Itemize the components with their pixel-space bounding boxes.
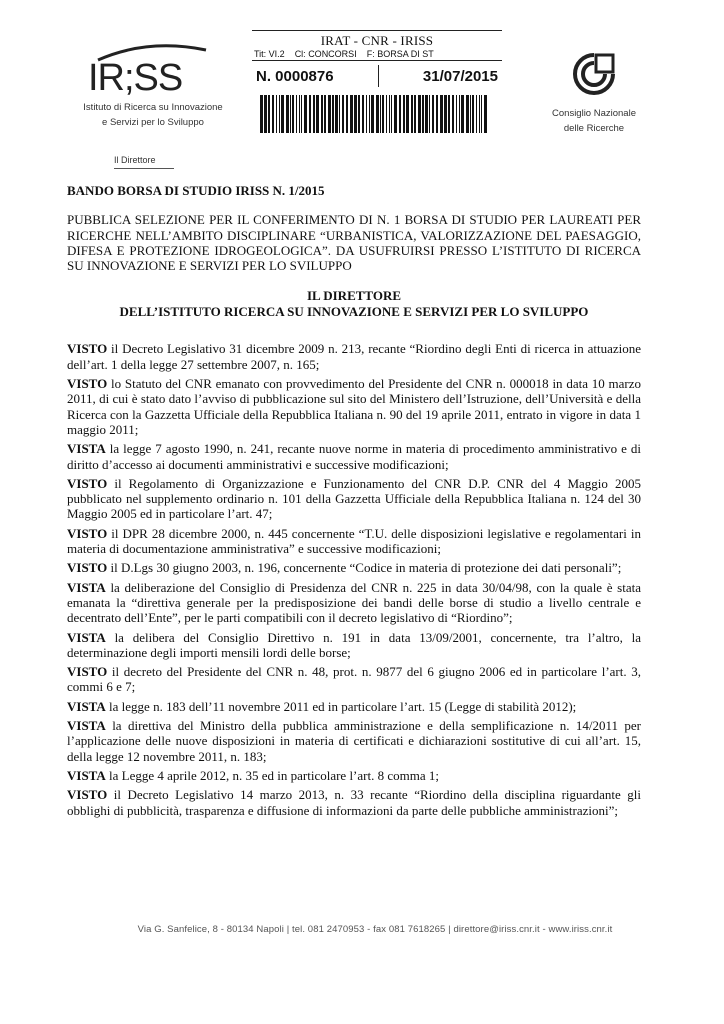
visto-lead: VISTO xyxy=(67,525,108,541)
barcode-bar xyxy=(354,95,357,133)
visto-text: la legge n. 183 dell’11 novembre 2011 ed in particolare l’art. 15 (Legge di stabilità 2012); xyxy=(105,698,577,714)
visto-paragraph xyxy=(67,526,641,557)
barcode-bar xyxy=(406,95,409,133)
visto-lead: VISTO xyxy=(67,664,108,680)
barcode-bar xyxy=(366,95,367,133)
barcode-bar xyxy=(328,95,331,133)
visto-text: la legge 7 agosto 1990, n. 241, recante nuove norme in materia di procedimento amministrativo e di diritto d’accesso ai documenti amministrativi e successive modificazioni; xyxy=(67,441,641,472)
director-rule xyxy=(114,168,174,169)
stamp-title: IRAT - CNR - IRISS xyxy=(252,30,502,49)
stamp-class-cl: Cl: CONCORSI xyxy=(294,49,357,59)
barcode-bar xyxy=(286,95,289,133)
barcode-bar xyxy=(470,95,471,133)
visto-list xyxy=(67,341,641,817)
visto-paragraph xyxy=(67,560,641,575)
footer-contact: Via G. Sanfelice, 8 - 80134 Napoli | tel. 081 2470953 - fax 081 7618265 | direttore@iriss.cnr.it - www.iriss.cnr.it xyxy=(137,924,613,935)
visto-lead: VISTA xyxy=(67,718,106,734)
visto-paragraph xyxy=(67,699,641,714)
barcode-bar xyxy=(476,95,477,133)
visto-paragraph xyxy=(67,476,641,522)
visto-text: il Decreto Legislativo 31 dicembre 2009 n. 213, recante “Riordino degli Enti di ricerca in attuazione dell’art. 1 della legge 27 settembre 2007, n. 165; xyxy=(67,341,641,372)
barcode-bar xyxy=(260,95,263,133)
visto-lead: VISTO xyxy=(67,787,108,803)
visto-paragraph xyxy=(67,664,641,695)
barcode-bar xyxy=(422,95,424,133)
visto-lead: VISTA xyxy=(67,579,106,595)
visto-paragraph xyxy=(67,376,641,437)
visto-text: la deliberazione del Consiglio di Presidenza del CNR n. 225 in data 30/04/98, con la quale è stata emanata la “direttiva generale per la predisposizione dei bandi delle borse di studio a livello centrale e decentrato dell’Ente”, per le parti compatibili con il decreto legislativo di “Riordino”; xyxy=(67,579,641,626)
document-body xyxy=(67,183,641,822)
barcode-bar xyxy=(380,95,381,133)
cnr-tagline-line1: Consiglio Nazionale xyxy=(552,108,636,119)
barcode-bar xyxy=(350,95,353,133)
barcode-bar xyxy=(369,95,370,133)
barcode-bar xyxy=(386,95,387,133)
visto-lead: VISTA xyxy=(67,698,106,714)
barcode-bar xyxy=(481,95,482,133)
barcode-bar xyxy=(399,95,401,133)
barcode-bar xyxy=(461,95,464,133)
barcode-bar xyxy=(276,95,277,133)
iriss-tagline-line1: Istituto di Ricerca su Innovazione xyxy=(83,102,223,113)
visto-lead: VISTA xyxy=(67,629,106,645)
visto-text: il Regolamento di Organizzazione e Funzionamento del CNR D.P. CNR del 4 Maggio 2005 pubblicato nel supplemento ordinario n. 101 della Gazzetta Ufficiale della Repubblica Italiana n. 124 del 30 Maggio 2005 ed in particolare l’art. 47; xyxy=(67,475,641,522)
iriss-logo-block xyxy=(58,40,248,130)
stamp-classification xyxy=(252,49,502,61)
cnr-logo-icon xyxy=(572,52,616,96)
visto-text: lo Statuto del CNR emanato con provvedimento del Presidente del CNR n. 000018 in data 10 marzo 2011, di cui è stato dato l’avviso di pubblicazione sul sito del Ministero dell’Istruzione, dell’Università e della Ricerca con la Gazzetta Ufficiale della Repubblica Italiana n. 90 del 19 aprile 2011, entrato in vigore in data 1 maggio 2011; xyxy=(67,376,641,437)
visto-paragraph xyxy=(67,441,641,472)
barcode-bar xyxy=(382,95,384,133)
heading-line2: DELL’ISTITUTO RICERCA SU INNOVAZIONE E SERVIZI PER LO SVILUPPO xyxy=(119,304,589,320)
barcode-bar xyxy=(389,95,390,133)
visto-text: il decreto del Presidente del CNR n. 48, prot. n. 9877 del 6 giugno 2006 ed in particolare l’art. 3, commi 6 e 7; xyxy=(67,664,641,695)
barcode-bar xyxy=(362,95,364,133)
director-heading xyxy=(67,288,641,320)
visto-paragraph xyxy=(67,718,641,764)
stamp-class-f: F: BORSA DI ST xyxy=(366,49,434,59)
cnr-tagline-line2: delle Ricerche xyxy=(563,123,625,134)
iriss-logo xyxy=(78,40,218,96)
visto-lead: VISTO xyxy=(67,376,108,392)
visto-paragraph xyxy=(67,580,641,626)
visto-text: il DPR 28 dicembre 2000, n. 445 concernente “T.U. delle disposizioni legislative e regolamentari in materia di documentazione amministrativa” e successive modificazioni; xyxy=(67,525,641,557)
barcode-bar xyxy=(394,95,397,133)
barcode-bar xyxy=(452,95,454,133)
iriss-tagline xyxy=(58,100,248,130)
visto-paragraph xyxy=(67,630,641,661)
barcode-bar xyxy=(332,95,334,133)
barcode-bar xyxy=(335,95,338,133)
barcode-bar xyxy=(418,95,421,133)
iriss-tagline-line2: e Servizi per lo Sviluppo xyxy=(102,117,204,128)
visto-lead: VISTO xyxy=(67,475,108,491)
stamp-number-row xyxy=(252,65,502,87)
visto-lead: VISTO xyxy=(67,560,108,576)
barcode-bar xyxy=(339,95,340,133)
heading-line1: IL DIRETTORE xyxy=(306,288,402,304)
visto-lead: VISTO xyxy=(67,341,108,357)
visto-paragraph xyxy=(67,341,641,372)
visto-text: il Decreto Legislativo 14 marzo 2013, n. 33 recante “Riordino della disciplina riguardante gli obblighi di pubblicità, trasparenza e diffusione di informazioni da parte delle pubbliche amministrazioni”; xyxy=(67,787,641,818)
barcode-bar xyxy=(321,95,323,133)
barcode-bar xyxy=(268,95,270,133)
director-label: Il Direttore xyxy=(114,155,156,165)
barcode-bar xyxy=(456,95,457,133)
barcode-bar xyxy=(304,95,307,133)
barcode xyxy=(258,95,490,133)
barcode-bar xyxy=(440,95,443,133)
barcode-bar xyxy=(301,95,302,133)
barcode-bar xyxy=(403,95,405,133)
barcode-bar xyxy=(281,95,284,133)
visto-lead: VISTA xyxy=(67,767,106,783)
barcode-bar xyxy=(459,95,460,133)
barcode-bar xyxy=(299,95,300,133)
bando-subject: PUBBLICA SELEZIONE PER IL CONFERIMENTO DI N. 1 BORSA DI STUDIO PER LAUREATI PER RICERCHE NELL’AMBITO DISCIPLINARE “URBANISTICA, VALORIZZAZIONE DEL PAESAGGIO, DIFESA E PROTEZIONE IDROGEOLOGICA”. DA USUFRUIRSI PRESSO L’ISTITUTO DI RICERCA SU INNOVAZIONE E SERVIZI PER LO SVILUPPO xyxy=(67,212,641,274)
stamp-class-tit: Tit: VI.2 xyxy=(254,49,285,59)
stamp-separator xyxy=(378,65,379,87)
visto-text: la direttiva del Ministro della pubblica amministrazione e della semplificazione n. 14/2011 per l’applicazione delle nuove disposizioni in materia di certificati e dichiarazioni sostitutive di cui all’art. 15, della legge 12 novembre 2011, n. 183; xyxy=(67,718,641,764)
barcode-bar xyxy=(371,95,374,133)
barcode-bar xyxy=(316,95,319,133)
barcode-bar xyxy=(376,95,379,133)
protocol-stamp xyxy=(252,30,502,133)
cnr-tagline xyxy=(524,106,664,136)
barcode-bar xyxy=(479,95,480,133)
visto-paragraph xyxy=(67,768,641,783)
barcode-bar xyxy=(292,95,294,133)
barcode-bar xyxy=(484,95,487,133)
barcode-bar xyxy=(290,95,291,133)
barcode-bar xyxy=(264,95,267,133)
visto-text: il D.Lgs 30 giugno 2003, n. 196, concernente “Codice in materia di protezione dei dati personali”; xyxy=(107,560,622,576)
cnr-logo-block xyxy=(524,52,664,136)
visto-text: la delibera del Consiglio Direttivo n. 191 in data 13/09/2001, concernente, tra l’altro, la determinazione degli importi mensili lordi delle borse; xyxy=(67,629,641,660)
barcode-bar xyxy=(425,95,428,133)
bando-title: BANDO BORSA DI STUDIO IRISS N. 1/2015 xyxy=(67,183,325,198)
barcode-bar xyxy=(313,95,315,133)
barcode-bar xyxy=(324,95,326,133)
stamp-number: N. 0000876 xyxy=(256,67,334,85)
barcode-bar xyxy=(472,95,474,133)
barcode-bar xyxy=(436,95,438,133)
barcode-bar xyxy=(466,95,469,133)
barcode-bar xyxy=(448,95,450,133)
barcode-bar xyxy=(414,95,416,133)
barcode-bar xyxy=(411,95,413,133)
barcode-bar xyxy=(444,95,447,133)
barcode-bar xyxy=(279,95,280,133)
visto-lead: VISTA xyxy=(67,441,106,457)
visto-text: la Legge 4 aprile 2012, n. 35 ed in particolare l’art. 8 comma 1; xyxy=(105,767,439,783)
barcode-bar xyxy=(346,95,348,133)
barcode-bar xyxy=(296,95,297,133)
visto-paragraph xyxy=(67,787,641,818)
barcode-bar xyxy=(309,95,311,133)
barcode-bar xyxy=(432,95,434,133)
iriss-logo-text: IR;SS xyxy=(88,57,183,96)
stamp-date: 31/07/2015 xyxy=(422,67,498,85)
barcode-bar xyxy=(342,95,344,133)
barcode-bar xyxy=(272,95,274,133)
barcode-bar xyxy=(358,95,360,133)
barcode-bar xyxy=(429,95,430,133)
barcode-bar xyxy=(391,95,392,133)
